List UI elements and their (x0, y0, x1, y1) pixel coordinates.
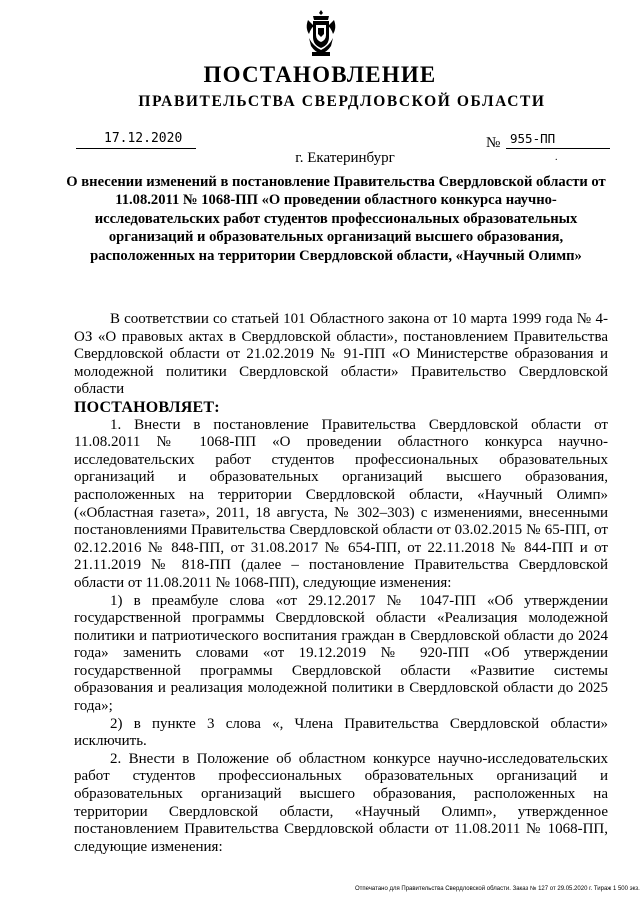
mark: . (555, 152, 558, 163)
paragraph-2: 2. Внести в Положение об областном конкурсе научно-исследовательских работ студентов профессиональных образовательных организаций и образовательных организаций высшего образования, расположенных на территории Свердловской области, «Научный Олимп», утвержденное постановлением Правительства Свердловской области от 11.08.2011 № 1068-ПП, следующие изменения: (74, 750, 608, 855)
paragraph-1-2: 2) в пункте 3 слова «, Члена Правительства Свердловской области» исключить. (74, 715, 608, 750)
coat-of-arms-icon (304, 8, 338, 60)
document-body (74, 311, 608, 856)
print-note: Отпечатано для Правительства Свердловской области. Заказ № 127 от 29.05.2020 г. Тираж 1 500 экз. (355, 886, 640, 892)
decree-heading: ПОСТАНОВЛЯЕТ: (74, 398, 220, 416)
paragraph-1: 1. Внести в постановление Правительства Свердловской области от 11.08.2011 № 1068-ПП «О проведении областного конкурса научно-исследовательских работ студентов профессиональных образовательных организаций и образовательных организаций высшего образования, расположенных на территории Свердловской области, «Научный Олимп» («Областная газета», 2011, 18 августа, № 302–303) с изменениями, внесенными постановлениями Правительства Свердловской области от 03.02.2015 № 65-ПП, от 02.12.2016 № 848-ПП, от 31.08.2017 № 654-ПП, от 22.11.2018 № 844-ПП и от 21.11.2019 № 818-ПП (далее – постановление Правительства Свердловской области от 11.08.2011 № 1068-ПП), следующие изменения: (74, 416, 608, 591)
document-date: 17.12.2020 (76, 132, 196, 149)
document-type-title: ПОСТАНОВЛЕНИЕ (203, 62, 437, 87)
number-label: № (486, 135, 501, 151)
issuer-title: ПРАВИТЕЛЬСТВА СВЕРДЛОВСКОЙ ОБЛАСТИ (138, 93, 546, 110)
document-number: 955-ПП (506, 132, 610, 149)
paragraph-1-1: 1) в преамбуле слова «от 29.12.2017 № 1047-ПП «Об утверждении государственной программы Свердловской области «Реализация молодежной политики и патриотического воспитания граждан в Свердловской области до 2024 года» заменить словами «от 19.12.2019 № 920-ПП «Об утверждении государственной программы Свердловской области «Развитие системы образования и реализация молодежной политики в Свердловской области до 2025 года»; (74, 592, 608, 715)
preamble-paragraph: В соответствии со статьей 101 Областного закона от 10 марта 1999 года № 4-ОЗ «О правовых актах в Свердловской области», постановлением Правительства Свердловской области от 21.02.2019 № 91-ПП «О Министерстве образования и молодежной политики Свердловской области» Правительство Свердловской области (74, 311, 608, 398)
document-subject: О внесении изменений в постановление Правительства Свердловской области от 11.08.2011 № 1068-ПП «О проведении областного конкурса научно-исследовательских работ студентов профессиональных образовательных организаций и образовательных организаций высшего образования, расположенных на территории Свердловской области, «Научный Олимп» (66, 174, 606, 264)
city: г. Екатеринбург (295, 150, 395, 166)
